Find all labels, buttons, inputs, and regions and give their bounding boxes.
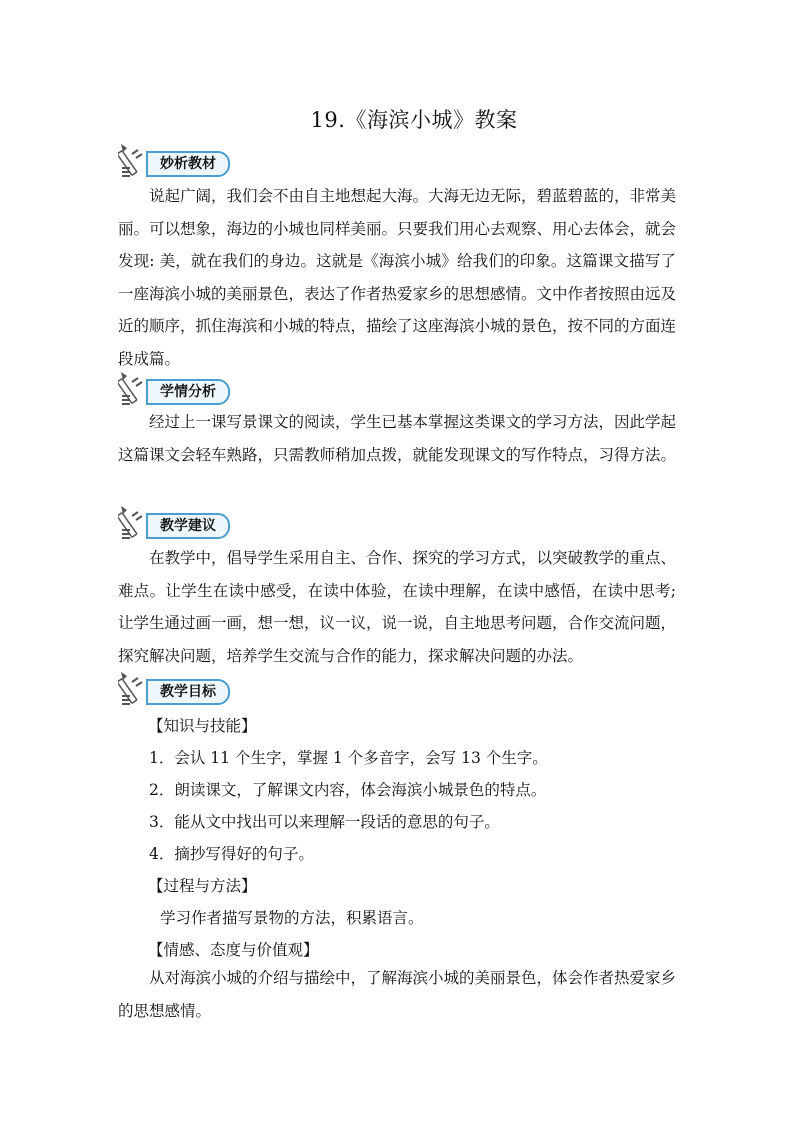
knowledge-title: 【知识与技能】 bbox=[148, 717, 257, 735]
page-title: 19.《海滨小城》教案 bbox=[310, 108, 518, 132]
section-heading-suggestions bbox=[118, 504, 278, 542]
section-heading-label: 教学目标 bbox=[146, 679, 230, 705]
section-text-analysis: 说起广阔，我们会不由自主地想起大海。大海无边无际，碧蓝碧蓝的，非常美丽。可以想象，海边的小城也同样美丽。只要我们用心去观察、用心去体会，就会发现: 美，就在我们的身边。这就是《海滨小城》给我们的印象。这篇课文描写了一座海滨小城的美丽景色，表达了作者热爱家乡的思想感情。文中作者按照由远及近的顺序，抓住海滨和小城的特点，描绘了这座海滨小城的景色，按不同的方面连段成篇。 bbox=[118, 187, 677, 368]
section-heading-goals bbox=[118, 670, 278, 708]
section-heading-label: 学情分析 bbox=[146, 379, 230, 405]
knowledge-item: 1．会认 11 个生字，掌握 1 个多音字，会写 13 个生字。 bbox=[149, 749, 548, 767]
process-title: 【过程与方法】 bbox=[148, 877, 257, 895]
section-text-learning: 经过上一课写景课文的阅读，学生已基本掌握这类课文的学习方法，因此学起这篇课文会轻车熟路，只需教师稍加点拨，就能发现课文的写作特点，习得方法。 bbox=[118, 413, 677, 464]
knowledge-item: 2．朗读课文，了解课文内容，体会海滨小城景色的特点。 bbox=[149, 781, 547, 799]
section-heading-label: 妙析教材 bbox=[146, 151, 230, 177]
section-heading-label: 教学建议 bbox=[146, 513, 230, 539]
section-heading-analysis bbox=[118, 142, 278, 180]
section-heading-learning bbox=[118, 370, 278, 408]
section-text-suggestions: 在教学中，倡导学生采用自主、合作、探究的学习方式，以突破教学的重点、难点。让学生在读中感受，在读中体验，在读中理解，在读中感悟，在读中思考;让学生通过画一画，想一想，议一议，说一说，自主地思考问题，合作交流问题，探究解决问题，培养学生交流与合作的能力，探求解决问题的办法。 bbox=[118, 549, 677, 665]
emotion-title: 【情感、态度与价值观】 bbox=[148, 941, 319, 959]
knowledge-item: 3．能从文中找出可以来理解一段话的意思的句子。 bbox=[149, 813, 500, 831]
emotion-text: 从对海滨小城的介绍与描绘中，了解海滨小城的美丽景色，体会作者热爱家乡的思想感情。 bbox=[118, 969, 677, 1020]
knowledge-item: 4．摘抄写得好的句子。 bbox=[149, 845, 314, 863]
process-text: 学习作者描写景物的方法，积累语言。 bbox=[160, 909, 424, 927]
